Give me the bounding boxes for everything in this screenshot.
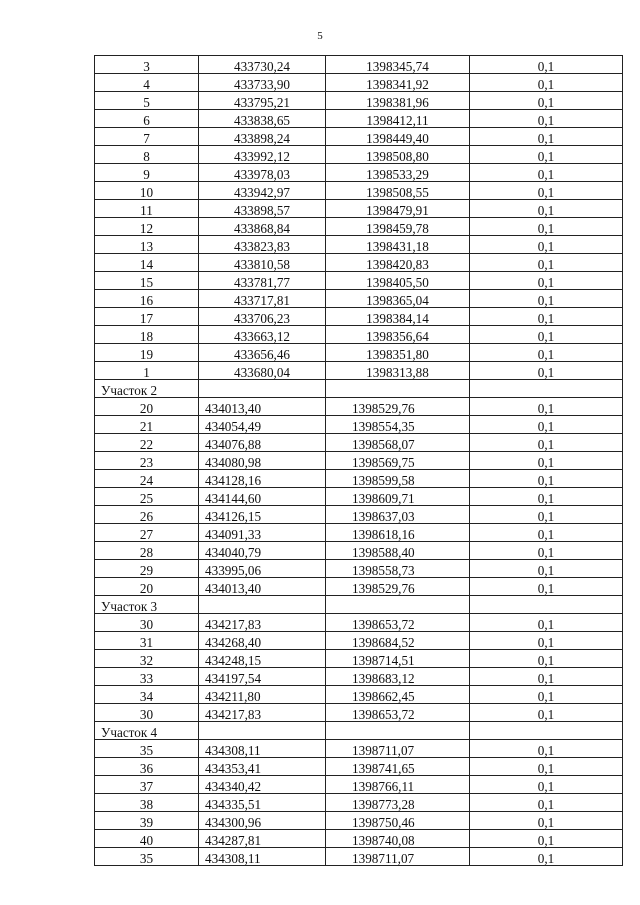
x-coordinate-cell: 433868,84: [199, 218, 326, 236]
table-row: [95, 740, 623, 758]
y-coordinate-cell: 1398405,50: [326, 272, 470, 290]
accuracy-cell: 0,1: [470, 128, 623, 146]
x-coordinate-cell: 433978,03: [199, 164, 326, 182]
y-coordinate-cell: 1398459,78: [326, 218, 470, 236]
y-coordinate-cell: 1398711,07: [326, 848, 470, 866]
x-coordinate-cell: 434268,40: [199, 632, 326, 650]
point-number-cell: 25: [95, 488, 199, 506]
table-row: [95, 758, 623, 776]
point-number-cell: 16: [95, 290, 199, 308]
empty-cell: [326, 722, 470, 740]
x-coordinate-cell: 433795,21: [199, 92, 326, 110]
table-row: [95, 164, 623, 182]
section-header-row: [95, 380, 623, 398]
point-number-cell: 30: [95, 614, 199, 632]
y-coordinate-cell: 1398711,07: [326, 740, 470, 758]
y-coordinate-cell: 1398508,55: [326, 182, 470, 200]
table-row: [95, 506, 623, 524]
table-row: [95, 470, 623, 488]
accuracy-cell: 0,1: [470, 524, 623, 542]
x-coordinate-cell: 433706,23: [199, 308, 326, 326]
point-number-cell: 13: [95, 236, 199, 254]
x-coordinate-cell: 434054,49: [199, 416, 326, 434]
point-number-cell: 33: [95, 668, 199, 686]
empty-cell: [199, 722, 326, 740]
table-row: [95, 650, 623, 668]
table-row: [95, 272, 623, 290]
accuracy-cell: 0,1: [470, 182, 623, 200]
accuracy-cell: 0,1: [470, 542, 623, 560]
y-coordinate-cell: 1398609,71: [326, 488, 470, 506]
y-coordinate-cell: 1398412,11: [326, 110, 470, 128]
x-coordinate-cell: 433680,04: [199, 362, 326, 380]
accuracy-cell: 0,1: [470, 776, 623, 794]
point-number-cell: 22: [95, 434, 199, 452]
y-coordinate-cell: 1398529,76: [326, 398, 470, 416]
point-number-cell: 3: [95, 56, 199, 74]
table-row: [95, 146, 623, 164]
point-number-cell: 6: [95, 110, 199, 128]
point-number-cell: 20: [95, 398, 199, 416]
point-number-cell: 12: [95, 218, 199, 236]
x-coordinate-cell: 434091,33: [199, 524, 326, 542]
point-number-cell: 26: [95, 506, 199, 524]
x-coordinate-cell: 434335,51: [199, 794, 326, 812]
point-number-cell: 38: [95, 794, 199, 812]
x-coordinate-cell: 434217,83: [199, 614, 326, 632]
point-number-cell: 27: [95, 524, 199, 542]
x-coordinate-cell: 434040,79: [199, 542, 326, 560]
accuracy-cell: 0,1: [470, 434, 623, 452]
table-row: [95, 344, 623, 362]
x-coordinate-cell: 434287,81: [199, 830, 326, 848]
x-coordinate-cell: 433810,58: [199, 254, 326, 272]
accuracy-cell: 0,1: [470, 110, 623, 128]
table-row: [95, 776, 623, 794]
x-coordinate-cell: 434076,88: [199, 434, 326, 452]
table-row: [95, 74, 623, 92]
table-row: [95, 56, 623, 74]
x-coordinate-cell: 434197,54: [199, 668, 326, 686]
point-number-cell: 40: [95, 830, 199, 848]
empty-cell: [470, 722, 623, 740]
point-number-cell: 36: [95, 758, 199, 776]
point-number-cell: 8: [95, 146, 199, 164]
y-coordinate-cell: 1398381,96: [326, 92, 470, 110]
accuracy-cell: 0,1: [470, 794, 623, 812]
point-number-cell: 29: [95, 560, 199, 578]
accuracy-cell: 0,1: [470, 848, 623, 866]
y-coordinate-cell: 1398356,64: [326, 326, 470, 344]
accuracy-cell: 0,1: [470, 92, 623, 110]
x-coordinate-cell: 433995,06: [199, 560, 326, 578]
x-coordinate-cell: 433898,24: [199, 128, 326, 146]
y-coordinate-cell: 1398653,72: [326, 704, 470, 722]
y-coordinate-cell: 1398773,28: [326, 794, 470, 812]
x-coordinate-cell: 434080,98: [199, 452, 326, 470]
x-coordinate-cell: 434217,83: [199, 704, 326, 722]
y-coordinate-cell: 1398684,52: [326, 632, 470, 650]
accuracy-cell: 0,1: [470, 740, 623, 758]
empty-cell: [326, 380, 470, 398]
table-row: [95, 236, 623, 254]
table-row: [95, 182, 623, 200]
x-coordinate-cell: 433730,24: [199, 56, 326, 74]
point-number-cell: 23: [95, 452, 199, 470]
table-row: [95, 668, 623, 686]
accuracy-cell: 0,1: [470, 830, 623, 848]
table-row: [95, 524, 623, 542]
table-row: [95, 614, 623, 632]
table-row: [95, 452, 623, 470]
section-header-row: [95, 722, 623, 740]
accuracy-cell: 0,1: [470, 578, 623, 596]
accuracy-cell: 0,1: [470, 56, 623, 74]
y-coordinate-cell: 1398351,80: [326, 344, 470, 362]
table-row: [95, 290, 623, 308]
table-row: [95, 308, 623, 326]
table-row: [95, 830, 623, 848]
accuracy-cell: 0,1: [470, 452, 623, 470]
point-number-cell: 28: [95, 542, 199, 560]
point-number-cell: 17: [95, 308, 199, 326]
point-number-cell: 14: [95, 254, 199, 272]
section-title: Участок 3: [95, 596, 199, 614]
section-title: Участок 2: [95, 380, 199, 398]
y-coordinate-cell: 1398662,45: [326, 686, 470, 704]
table-row: [95, 542, 623, 560]
point-number-cell: 5: [95, 92, 199, 110]
point-number-cell: 19: [95, 344, 199, 362]
accuracy-cell: 0,1: [470, 650, 623, 668]
accuracy-cell: 0,1: [470, 344, 623, 362]
y-coordinate-cell: 1398420,83: [326, 254, 470, 272]
y-coordinate-cell: 1398449,40: [326, 128, 470, 146]
accuracy-cell: 0,1: [470, 704, 623, 722]
accuracy-cell: 0,1: [470, 362, 623, 380]
table-row: [95, 218, 623, 236]
point-number-cell: 31: [95, 632, 199, 650]
point-number-cell: 7: [95, 128, 199, 146]
point-number-cell: 35: [95, 740, 199, 758]
accuracy-cell: 0,1: [470, 614, 623, 632]
x-coordinate-cell: 433663,12: [199, 326, 326, 344]
x-coordinate-cell: 434126,15: [199, 506, 326, 524]
x-coordinate-cell: 434340,42: [199, 776, 326, 794]
point-number-cell: 32: [95, 650, 199, 668]
accuracy-cell: 0,1: [470, 470, 623, 488]
table-row: [95, 560, 623, 578]
point-number-cell: 10: [95, 182, 199, 200]
y-coordinate-cell: 1398588,40: [326, 542, 470, 560]
x-coordinate-cell: 434300,96: [199, 812, 326, 830]
table-row: [95, 434, 623, 452]
x-coordinate-cell: 433942,97: [199, 182, 326, 200]
section-title: Участок 4: [95, 722, 199, 740]
table-row: [95, 632, 623, 650]
table-row: [95, 704, 623, 722]
accuracy-cell: 0,1: [470, 416, 623, 434]
table-row: [95, 686, 623, 704]
x-coordinate-cell: 433992,12: [199, 146, 326, 164]
point-number-cell: 30: [95, 704, 199, 722]
x-coordinate-cell: 434013,40: [199, 398, 326, 416]
y-coordinate-cell: 1398554,35: [326, 416, 470, 434]
table-row: [95, 398, 623, 416]
y-coordinate-cell: 1398714,51: [326, 650, 470, 668]
table-row: [95, 416, 623, 434]
x-coordinate-cell: 433781,77: [199, 272, 326, 290]
empty-cell: [470, 596, 623, 614]
accuracy-cell: 0,1: [470, 686, 623, 704]
y-coordinate-cell: 1398365,04: [326, 290, 470, 308]
page-number: 5: [317, 30, 323, 42]
point-number-cell: 9: [95, 164, 199, 182]
y-coordinate-cell: 1398766,11: [326, 776, 470, 794]
point-number-cell: 37: [95, 776, 199, 794]
y-coordinate-cell: 1398599,58: [326, 470, 470, 488]
accuracy-cell: 0,1: [470, 236, 623, 254]
point-number-cell: 39: [95, 812, 199, 830]
y-coordinate-cell: 1398479,91: [326, 200, 470, 218]
x-coordinate-cell: 433733,90: [199, 74, 326, 92]
y-coordinate-cell: 1398533,29: [326, 164, 470, 182]
point-number-cell: 34: [95, 686, 199, 704]
table-row: [95, 794, 623, 812]
table-row: [95, 200, 623, 218]
y-coordinate-cell: 1398740,08: [326, 830, 470, 848]
y-coordinate-cell: 1398431,18: [326, 236, 470, 254]
y-coordinate-cell: 1398508,80: [326, 146, 470, 164]
point-number-cell: 35: [95, 848, 199, 866]
accuracy-cell: 0,1: [470, 398, 623, 416]
x-coordinate-cell: 434353,41: [199, 758, 326, 776]
x-coordinate-cell: 434144,60: [199, 488, 326, 506]
section-header-row: [95, 596, 623, 614]
x-coordinate-cell: 433717,81: [199, 290, 326, 308]
y-coordinate-cell: 1398558,73: [326, 560, 470, 578]
x-coordinate-cell: 433656,46: [199, 344, 326, 362]
table-row: [95, 128, 623, 146]
point-number-cell: 15: [95, 272, 199, 290]
x-coordinate-cell: 434308,11: [199, 740, 326, 758]
accuracy-cell: 0,1: [470, 146, 623, 164]
table-row: [95, 848, 623, 866]
accuracy-cell: 0,1: [470, 308, 623, 326]
x-coordinate-cell: 434128,16: [199, 470, 326, 488]
table-row: [95, 488, 623, 506]
accuracy-cell: 0,1: [470, 812, 623, 830]
point-number-cell: 21: [95, 416, 199, 434]
y-coordinate-cell: 1398683,12: [326, 668, 470, 686]
y-coordinate-cell: 1398341,92: [326, 74, 470, 92]
table-row: [95, 92, 623, 110]
point-number-cell: 4: [95, 74, 199, 92]
coordinates-table: [94, 55, 623, 866]
table-row: [95, 326, 623, 344]
accuracy-cell: 0,1: [470, 272, 623, 290]
y-coordinate-cell: 1398569,75: [326, 452, 470, 470]
accuracy-cell: 0,1: [470, 290, 623, 308]
table-row: [95, 812, 623, 830]
y-coordinate-cell: 1398750,46: [326, 812, 470, 830]
empty-cell: [199, 380, 326, 398]
x-coordinate-cell: 433898,57: [199, 200, 326, 218]
y-coordinate-cell: 1398384,14: [326, 308, 470, 326]
accuracy-cell: 0,1: [470, 758, 623, 776]
accuracy-cell: 0,1: [470, 632, 623, 650]
y-coordinate-cell: 1398618,16: [326, 524, 470, 542]
accuracy-cell: 0,1: [470, 254, 623, 272]
accuracy-cell: 0,1: [470, 668, 623, 686]
y-coordinate-cell: 1398313,88: [326, 362, 470, 380]
table-row: [95, 254, 623, 272]
table-row: [95, 578, 623, 596]
accuracy-cell: 0,1: [470, 164, 623, 182]
point-number-cell: 20: [95, 578, 199, 596]
empty-cell: [199, 596, 326, 614]
accuracy-cell: 0,1: [470, 218, 623, 236]
accuracy-cell: 0,1: [470, 506, 623, 524]
x-coordinate-cell: 433823,83: [199, 236, 326, 254]
coordinates-table-body: [95, 56, 623, 866]
accuracy-cell: 0,1: [470, 74, 623, 92]
table-row: [95, 110, 623, 128]
empty-cell: [470, 380, 623, 398]
point-number-cell: 11: [95, 200, 199, 218]
accuracy-cell: 0,1: [470, 488, 623, 506]
x-coordinate-cell: 434013,40: [199, 578, 326, 596]
y-coordinate-cell: 1398529,76: [326, 578, 470, 596]
accuracy-cell: 0,1: [470, 200, 623, 218]
accuracy-cell: 0,1: [470, 560, 623, 578]
y-coordinate-cell: 1398345,74: [326, 56, 470, 74]
y-coordinate-cell: 1398637,03: [326, 506, 470, 524]
table-row: [95, 362, 623, 380]
empty-cell: [326, 596, 470, 614]
y-coordinate-cell: 1398741,65: [326, 758, 470, 776]
x-coordinate-cell: 433838,65: [199, 110, 326, 128]
accuracy-cell: 0,1: [470, 326, 623, 344]
x-coordinate-cell: 434248,15: [199, 650, 326, 668]
point-number-cell: 18: [95, 326, 199, 344]
y-coordinate-cell: 1398653,72: [326, 614, 470, 632]
point-number-cell: 1: [95, 362, 199, 380]
x-coordinate-cell: 434308,11: [199, 848, 326, 866]
x-coordinate-cell: 434211,80: [199, 686, 326, 704]
y-coordinate-cell: 1398568,07: [326, 434, 470, 452]
point-number-cell: 24: [95, 470, 199, 488]
